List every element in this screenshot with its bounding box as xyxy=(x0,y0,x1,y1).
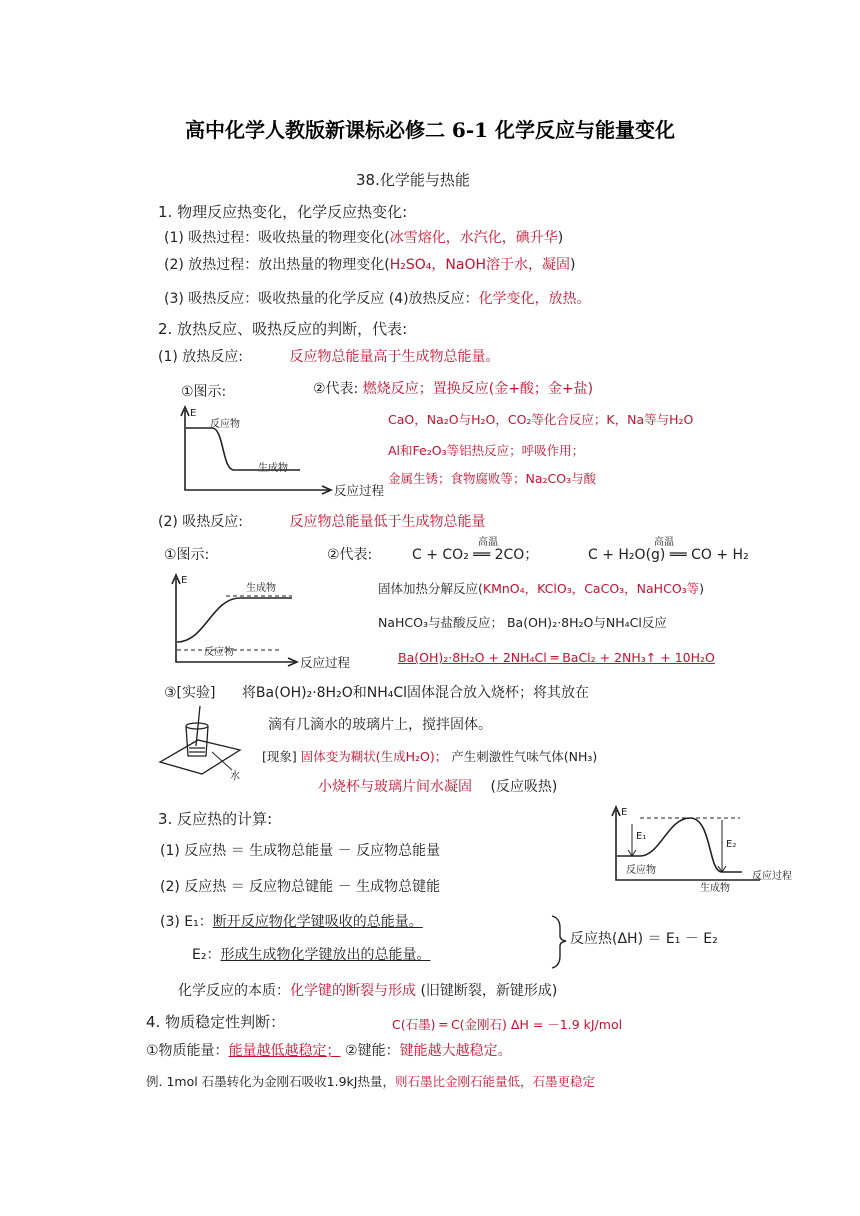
s1-l2-examples: H₂SO₄，NaOH溶于水，凝固 xyxy=(389,257,571,273)
exo-definition: 反应物总能量高于生成物总能量。 xyxy=(289,349,500,365)
experiment-line-1 xyxy=(164,684,589,702)
stability-bond-rule: 键能越大越稳定。 xyxy=(399,1043,512,1059)
exo-reactant-label: 反应物 xyxy=(210,419,240,430)
phenomenon-line-2 xyxy=(318,778,557,796)
exo-y-axis-label: E xyxy=(190,408,197,419)
endo-reaction-equation: Ba(OH)₂·8H₂O + 2NH₄Cl ═ BaCl₂ + 2NH₃↑ + 10H₂O xyxy=(398,650,715,665)
nature-label: 化学反应的本质： xyxy=(178,983,290,999)
stability-energy-rule: 能量越低越稳定； xyxy=(228,1043,341,1059)
fig-product-label: 生成物 xyxy=(700,883,730,894)
endo-y-axis-label: E xyxy=(181,575,188,586)
endo-eq1-condition: 高温 xyxy=(478,537,498,548)
phenomenon-red-2: 小烧杯与玻璃片间水凝固 xyxy=(318,779,472,795)
exo-rep-line-3: Al和Fe₂O₃等铝热反应；呼吸作用； xyxy=(388,443,585,458)
section-3-line-2: (2) 反应热 ＝ 反应物总键能 － 生成物总键能 xyxy=(160,879,441,895)
endo-equation-2: C + H₂O(g) ══ CO + H₂ xyxy=(588,547,749,563)
phenomenon-text-2: (反应吸热) xyxy=(490,779,558,795)
section-2-title: 2. 放热反应、吸热反应的判断，代表: xyxy=(158,320,408,338)
s1-l2-text: (2) 放热过程：放出热量的物理变化( xyxy=(164,257,390,273)
experiment-text-1: 将Ba(OH)₂·8H₂O和NH₄Cl固体混合放入烧杯；将其放在 xyxy=(241,685,589,701)
section-1-line-2 xyxy=(164,256,575,274)
fig-y-axis-label: E xyxy=(621,807,628,818)
section-3-title: 3. 反应热的计算: xyxy=(158,810,273,828)
s1-l3-text: (3) 吸热反应：吸收热量的化学反应 (4)放热反应： xyxy=(164,291,479,307)
fig-e2-label: E₂ xyxy=(726,839,737,850)
endo-rep1-text: 固体加热分解反应( xyxy=(378,581,483,596)
example-text: 例. 1mol 石墨转化为金刚石吸收1.9kJ热量， xyxy=(146,1074,395,1089)
exo-rep-1: 燃烧反应；置换反应(金+酸；金+盐) xyxy=(362,381,594,397)
stability-bond-label: ②键能： xyxy=(345,1043,400,1059)
e1-definition: 断开反应物化学键吸收的总能量。 xyxy=(212,914,423,930)
section-3-line-1: (1) 反应热 ＝ 生成物总能量 － 反应物总能量 xyxy=(160,843,441,859)
experiment-line-2: 滴有几滴水的玻璃片上，搅拌固体。 xyxy=(268,717,492,733)
section-3-line-3 xyxy=(160,913,423,931)
exo-rep-label: ②代表: xyxy=(313,381,359,397)
section-4-title: 4. 物质稳定性判断： xyxy=(146,1013,286,1031)
e2-definition: 形成生成物化学键放出的总能量。 xyxy=(220,947,431,963)
exo-rep-line-4: 金属生锈；食物腐败等；Na₂CO₃与酸 xyxy=(388,471,597,486)
section-1-line-3 xyxy=(164,290,591,308)
activation-energy-diagram xyxy=(0,0,1,1)
nature-answer: 化学键的断裂与形成 xyxy=(290,983,416,999)
fig-x-axis-label: 反应过程 xyxy=(752,871,792,882)
document-title: 高中化学人教版新课标必修二 6-1 化学反应与能量变化 xyxy=(184,118,676,142)
nature-note: (旧键断裂，新键形成) xyxy=(420,983,558,999)
section-1-line-1 xyxy=(164,229,563,247)
stability-rules-line xyxy=(146,1042,512,1060)
phenomenon-line-1 xyxy=(262,748,597,766)
exo-product-label: 生成物 xyxy=(258,463,288,474)
phenomenon-label: [现象] xyxy=(262,749,297,764)
exo-line xyxy=(158,348,499,366)
endo-label: (2) 吸热反应: xyxy=(158,514,243,530)
endo-line xyxy=(158,513,485,531)
experiment-label: ③[实验] xyxy=(164,685,216,701)
section-3-line-4 xyxy=(192,946,430,964)
s1-l1-examples: 冰雪熔化，水汽化，碘升华 xyxy=(389,230,558,246)
delta-h-formula: 反应热(ΔH) ＝ E₁ － E₂ xyxy=(570,931,718,947)
example-conclusion: 则石墨比金刚石能量低，石墨更稳定 xyxy=(394,1074,595,1089)
fig-reactant-label: 反应物 xyxy=(626,865,656,876)
exo-rep-line-2: CaO，Na₂O与H₂O，CO₂等化合反应；K，Na等与H₂O xyxy=(388,412,694,427)
s1-l1-close: ) xyxy=(557,230,564,246)
graphite-equation: C(石墨) ═ C(金刚石) ΔH = －1.9 kJ/mol xyxy=(392,1017,623,1032)
section-1-title: 1. 物理反应热变化，化学反应热变化: xyxy=(158,203,408,221)
exo-rep-line-1 xyxy=(313,380,593,398)
endo-rep-line-1 xyxy=(378,580,704,598)
endo-reactant-label: 反应物 xyxy=(204,647,234,658)
endo-rep1-examples: KMnO₄，KClO₃，CaCO₃，NaHCO₃等 xyxy=(482,581,700,596)
endo-rep-label: ②代表: xyxy=(327,547,373,563)
water-label: 水 xyxy=(230,771,240,782)
s1-l1-text: (1) 吸热过程：吸收热量的物理变化( xyxy=(164,230,390,246)
endo-rep-line-2: NaHCO₃与盐酸反应； Ba(OH)₂·8H₂O与NH₄Cl反应 xyxy=(378,615,667,630)
phenomenon-text-1: 产生刺激性气味气体(NH₃) xyxy=(451,749,598,764)
endo-equation-1: C + CO₂ ══ 2CO； xyxy=(412,547,539,563)
exo-figure-label: ①图示: xyxy=(181,384,227,400)
e1-prefix: (3) E₁： xyxy=(160,914,213,930)
endo-x-axis-label: 反应过程 xyxy=(300,655,351,670)
fig-e1-label: E₁ xyxy=(636,831,647,842)
endo-eq2-condition: 高温 xyxy=(654,537,674,548)
exo-label: (1) 放热反应: xyxy=(158,349,243,365)
stability-energy-label: ①物质能量： xyxy=(146,1043,229,1059)
endo-rep1-close: ) xyxy=(699,581,705,596)
notes-heading: 38.化学能与热能 xyxy=(356,171,470,189)
reaction-nature-line xyxy=(178,982,557,1000)
s1-l2-close: ) xyxy=(570,257,576,273)
exo-x-axis-label: 反应过程 xyxy=(334,483,385,498)
phenomenon-red-1: 固体变为糊状(生成H₂O)； xyxy=(300,749,448,764)
e2-prefix: E₂： xyxy=(192,947,221,963)
endo-figure-label: ①图示: xyxy=(164,547,210,563)
s1-l3-examples: 化学变化，放热。 xyxy=(478,291,591,307)
stability-example-line xyxy=(146,1073,595,1091)
endo-product-label: 生成物 xyxy=(246,583,276,594)
endo-definition: 反应物总能量低于生成物总能量 xyxy=(289,514,486,530)
